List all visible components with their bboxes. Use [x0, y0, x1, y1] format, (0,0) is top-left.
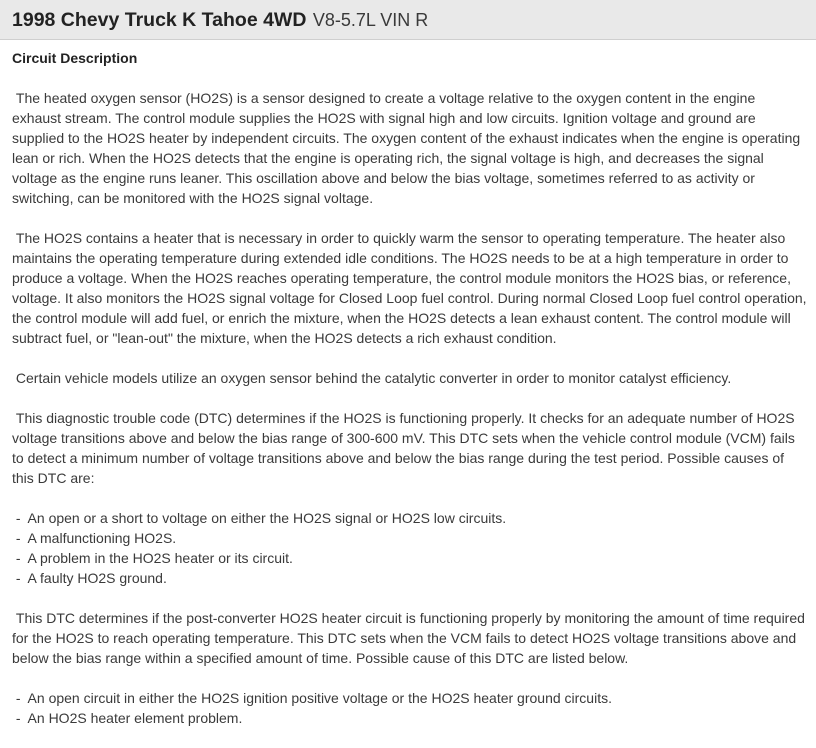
causes-list-2: [12, 688, 808, 728]
engine-spec: V8-5.7L VIN R: [312, 10, 429, 30]
paragraph-dtc-description: This diagnostic trouble code (DTC) determines if the HO2S is functioning properly. It checks for an adequate number of HO2S voltage transitions above and below the bias range of 300-600 mV. This DTC sets when the vehicle control module (VCM) fails to detect a minimum number of voltage transitions above and below the bias range during the test period. Possible causes of this DTC are:: [12, 410, 799, 486]
list-item: - A problem in the HO2S heater or its circuit.: [12, 550, 293, 566]
list-item: - A faulty HO2S ground.: [12, 570, 167, 586]
paragraph-ho2s-heater: The HO2S contains a heater that is necessary in order to quickly warm the sensor to operating temperature. The heater also maintains the operating temperature during extended idle conditions. The HO2S needs to be at a high temperature in order to produce a voltage. When the HO2S reaches operating temperature, the control module monitors the HO2S bias, or reference, voltage. It also monitors the HO2S signal voltage for Closed Loop fuel control. During normal Closed Loop fuel control operation, the control module will add fuel, or enrich the mixture, when the HO2S detects a lean exhaust content. The control module will subtract fuel, or "lean-out" the mixture, when the HO2S detects a rich exhaust condition.: [12, 230, 811, 346]
vehicle-header: [0, 0, 816, 40]
causes-list-1: [12, 508, 808, 588]
section-heading: Circuit Description: [12, 50, 138, 66]
circuit-description-content: [12, 48, 811, 748]
list-item: - An HO2S heater element problem.: [12, 710, 243, 726]
paragraph-heater-dtc: This DTC determines if the post-converter HO2S heater circuit is functioning properly by monitoring the amount of time required for the HO2S to reach operating temperature. This DTC sets when the VCM fails to detect HO2S voltage transitions above and below the bias range within a specified amount of time. Possible cause of this DTC are listed below.: [12, 610, 809, 666]
paragraph-ho2s-overview: The heated oxygen sensor (HO2S) is a sensor designed to create a voltage relative to the oxygen content in the engine exhaust stream. The control module supplies the HO2S with signal high and low circuits. Ignition voltage and ground are supplied to the HO2S heater by independent circuits. The oxygen content of the exhaust indicates when the engine is operating lean or rich. When the HO2S detects that the engine is operating rich, the signal voltage is high, and decreases the signal voltage as the engine runs leaner. This oscillation above and below the bias voltage, sometimes referred to as activity or switching, can be monitored with the HO2S signal voltage.: [12, 90, 805, 206]
list-item: - An open circuit in either the HO2S ignition positive voltage or the HO2S heater ground circuits.: [12, 690, 612, 706]
list-item: - An open or a short to voltage on either the HO2S signal or HO2S low circuits.: [12, 510, 507, 526]
list-item: - A malfunctioning HO2S.: [12, 530, 177, 546]
paragraph-catalyst-sensor: Certain vehicle models utilize an oxygen sensor behind the catalytic converter in order to monitor catalyst efficiency.: [12, 370, 732, 386]
vehicle-title: 1998 Chevy Truck K Tahoe 4WD: [12, 9, 307, 31]
